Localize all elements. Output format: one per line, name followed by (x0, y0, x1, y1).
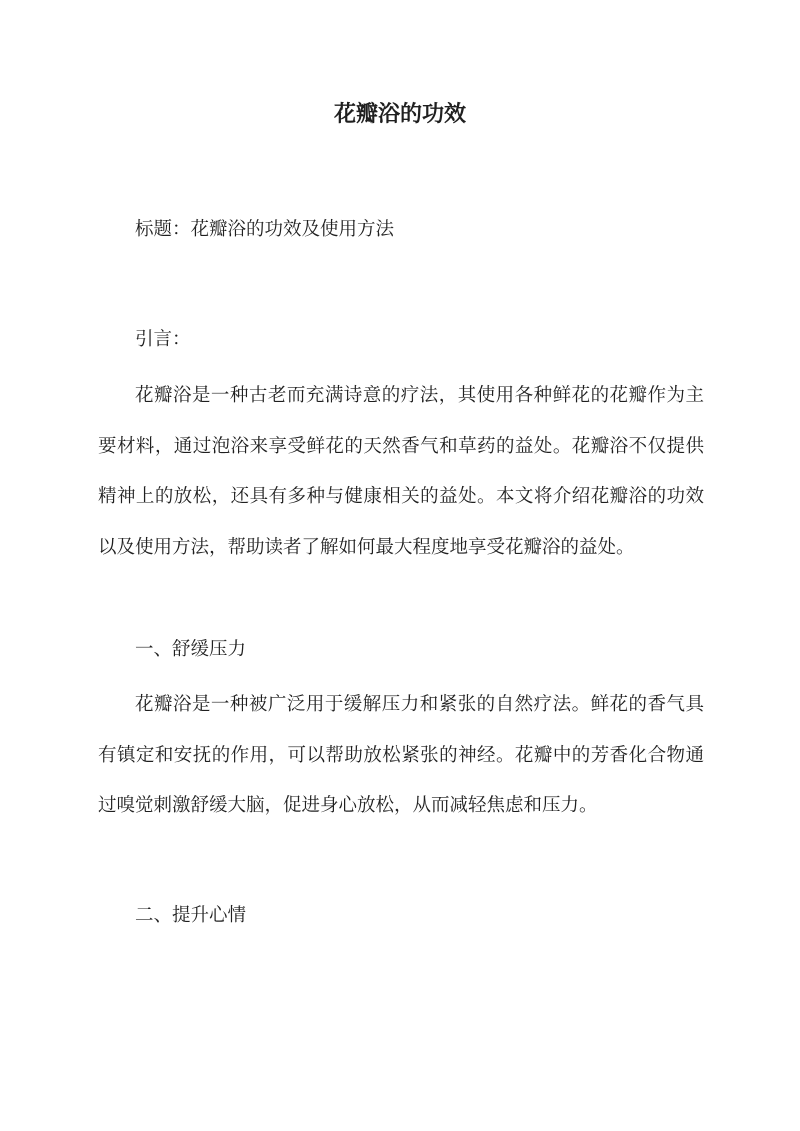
intro-heading: 引言： (135, 329, 191, 350)
intro-paragraph: 花瓣浴是一种古老而充满诗意的疗法，其使用各种鲜花的花瓣作为主要材料，通过泡浴来享受鲜花的天然香气和草药的益处。花瓣浴不仅提供精神上的放松，还具有多种与健康相关的益处。本文将介绍花瓣浴的功效以及使用方法，帮助读者了解如何最大程度地享受花瓣浴的益处。 (98, 385, 704, 558)
document-title: 花瓣浴的功效 (333, 101, 466, 127)
subtitle-line: 标题：花瓣浴的功效及使用方法 (135, 219, 395, 240)
section-paragraph-relieve-stress: 花瓣浴是一种被广泛用于缓解压力和紧张的自然疗法。鲜花的香气具有镇定和安抚的作用，可以帮助放松紧张的神经。花瓣中的芳香化合物通过嗅觉刺激舒缓大脑，促进身心放松，从而减轻焦虑和压力。 (98, 694, 704, 816)
section-heading-improve-mood: 二、提升心情 (135, 905, 247, 926)
section-heading-relieve-stress: 一、舒缓压力 (135, 639, 247, 660)
